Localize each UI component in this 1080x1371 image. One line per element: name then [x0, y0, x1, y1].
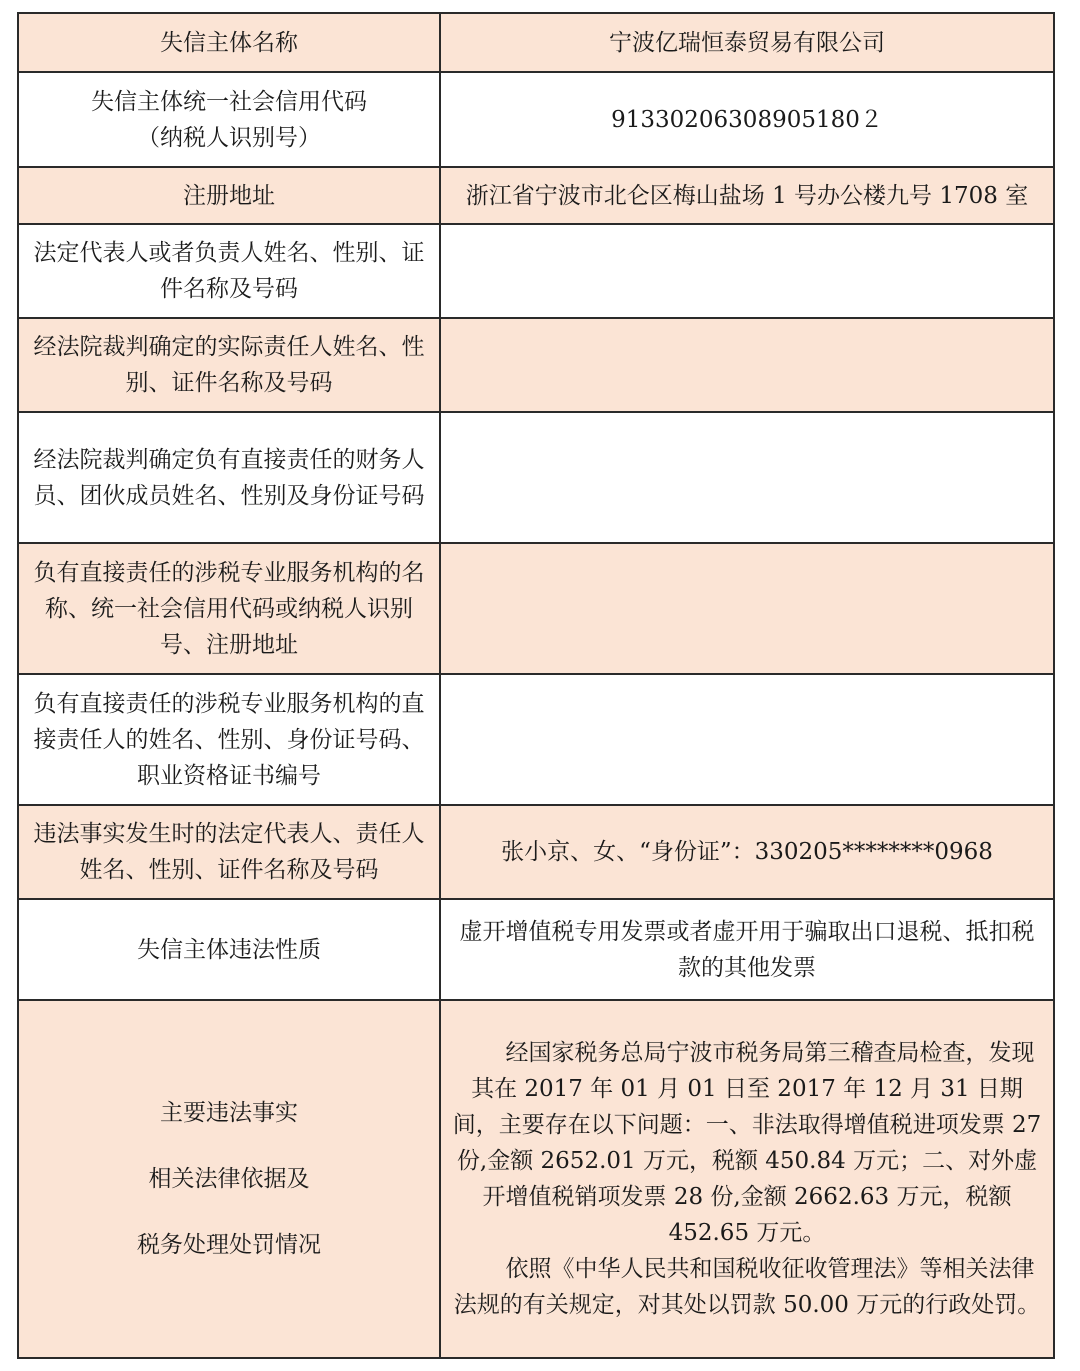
row-agency-responsible-person — [18, 674, 1054, 805]
value-credit-code: 91330206308905180２ — [440, 72, 1054, 167]
label-registered-address: 注册地址 — [18, 167, 440, 224]
value-legal-representative — [440, 224, 1054, 318]
violation-facts-paragraph-2: 依照《中华人民共和国税收征收管理法》等相关法律法规的有关规定，对其处以罚款 50.00 万元的行政处罚。 — [453, 1256, 1041, 1318]
row-entity-name — [18, 13, 1054, 72]
label-entity-name: 失信主体名称 — [18, 13, 440, 72]
value-violation-facts — [440, 1000, 1054, 1358]
label-violation-facts-line2: 相关法律依据及 — [148, 1166, 310, 1192]
violation-facts-paragraph-1: 经国家税务总局宁波市税务局第三稽查局检查，发现其在 2017 年 01 月 01 日至 2017 年 12 月 31 日期间，主要存在以下问题：一、非法取得增值税进项发票 27 份,金额 2652.01 万元，税额 450.84 万元；二、对外虚开增值税销项发票 28 份,金额 2662.63 万元，税额 452.65 万元。 — [452, 1040, 1042, 1246]
value-representative-at-violation: 张小京、女、“身份证”：330205********0968 — [440, 805, 1054, 899]
row-credit-code — [18, 72, 1054, 167]
label-agency-responsible-person: 负有直接责任的涉税专业服务机构的直接责任人的姓名、性别、身份证号码、职业资格证书编号 — [18, 674, 440, 805]
label-actual-responsible-person: 经法院裁判确定的实际责任人姓名、性别、证件名称及号码 — [18, 318, 440, 412]
row-representative-at-violation — [18, 805, 1054, 899]
value-entity-name: 宁波亿瑞恒泰贸易有限公司 — [440, 13, 1054, 72]
label-violation-facts — [18, 1000, 440, 1358]
label-tax-service-agency: 负有直接责任的涉税专业服务机构的名称、统一社会信用代码或纳税人识别号、注册地址 — [18, 543, 440, 674]
value-registered-address: 浙江省宁波市北仑区梅山盐场 1 号办公楼九号 1708 室 — [440, 167, 1054, 224]
row-legal-representative — [18, 224, 1054, 318]
value-financial-staff — [440, 412, 1054, 543]
label-violation-facts-line3: 税务处理处罚情况 — [137, 1232, 321, 1258]
value-violation-nature: 虚开增值税专用发票或者虚开用于骗取出口退税、抵扣税款的其他发票 — [440, 899, 1054, 1000]
label-representative-at-violation: 违法事实发生时的法定代表人、责任人姓名、性别、证件名称及号码 — [18, 805, 440, 899]
label-legal-representative: 法定代表人或者负责人姓名、性别、证件名称及号码 — [18, 224, 440, 318]
label-credit-code — [18, 72, 440, 167]
label-violation-facts-line1: 主要违法事实 — [160, 1100, 298, 1126]
row-tax-service-agency — [18, 543, 1054, 674]
label-credit-code-line2: （纳税人识别号） — [137, 124, 321, 151]
row-registered-address — [18, 167, 1054, 224]
row-violation-facts — [18, 1000, 1054, 1358]
row-actual-responsible-person — [18, 318, 1054, 412]
value-tax-service-agency — [440, 543, 1054, 674]
value-actual-responsible-person — [440, 318, 1054, 412]
label-violation-nature: 失信主体违法性质 — [18, 899, 440, 1000]
row-financial-staff — [18, 412, 1054, 543]
dishonest-entity-table — [17, 12, 1055, 1359]
value-agency-responsible-person — [440, 674, 1054, 805]
label-financial-staff: 经法院裁判确定负有直接责任的财务人员、团伙成员姓名、性别及身份证号码 — [18, 412, 440, 543]
row-violation-nature — [18, 899, 1054, 1000]
label-credit-code-line1: 失信主体统一社会信用代码 — [91, 88, 367, 115]
